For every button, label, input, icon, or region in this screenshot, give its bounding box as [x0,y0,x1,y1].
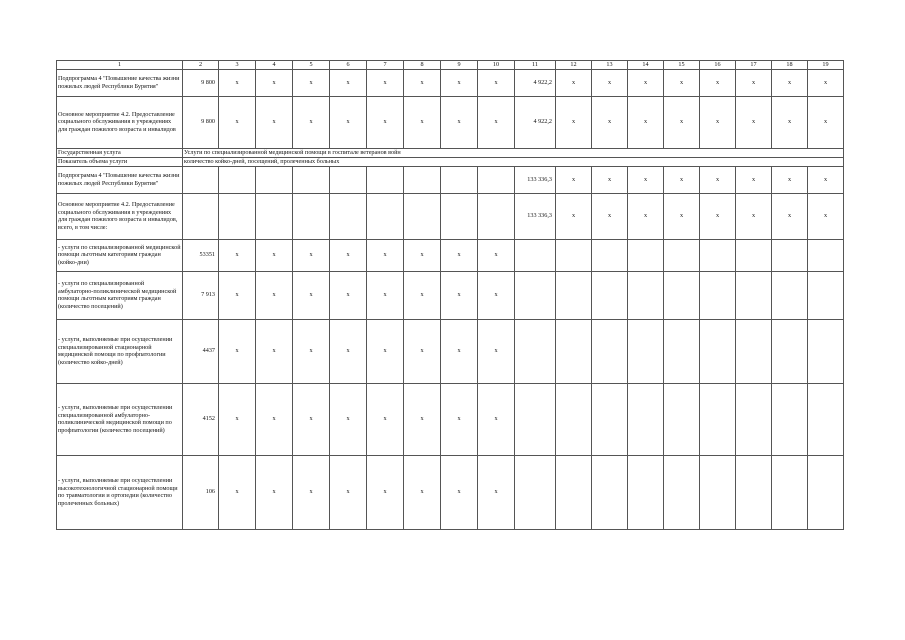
value-cell: х [219,383,256,455]
value-cell [664,383,700,455]
value-cell: х [256,319,293,383]
value-cell: х [441,319,478,383]
column-number: 19 [808,61,844,70]
column-number: 8 [404,61,441,70]
column-number: 13 [592,61,628,70]
value-cell: х [808,96,844,148]
value-cell [772,271,808,319]
value-cell: х [628,96,664,148]
value-cell [736,455,772,529]
value-cell: х [736,166,772,193]
value-cell [808,319,844,383]
merged-cell: количество койко-дней, посещений, пролеченных больных [183,157,844,166]
value-cell [256,166,293,193]
value-cell [183,193,219,239]
value-cell [592,271,628,319]
row-label: Подпрограмма 4 "Повышение качества жизни пожилых людей Республики Бурятия" [57,69,183,96]
value-cell: 106 [183,455,219,529]
column-number: 15 [664,61,700,70]
value-cell [592,455,628,529]
value-cell: х [664,193,700,239]
column-number: 3 [219,61,256,70]
value-cell: х [256,455,293,529]
value-cell: х [700,166,736,193]
value-cell: х [772,166,808,193]
value-cell: х [330,455,367,529]
value-cell: х [367,96,404,148]
table-row [57,96,844,148]
value-cell [293,166,330,193]
value-cell: х [441,96,478,148]
value-cell [700,319,736,383]
column-number: 7 [367,61,404,70]
value-cell: х [219,69,256,96]
row-label: - услуги по специализированной амбулаторно-поликлинической медицинской помощи льготным категориям граждан (количество посещений) [57,271,183,319]
value-cell [736,271,772,319]
column-number-row [57,61,844,70]
value-cell [700,383,736,455]
value-cell: 9 800 [183,96,219,148]
table-row [57,69,844,96]
value-cell [628,383,664,455]
value-cell [808,271,844,319]
value-cell: х [478,455,515,529]
value-cell [404,193,441,239]
column-number: 18 [772,61,808,70]
column-number: 11 [515,61,556,70]
value-cell: х [330,319,367,383]
value-cell: х [404,455,441,529]
value-cell [515,455,556,529]
table-row [57,271,844,319]
value-cell: х [736,96,772,148]
value-cell: х [628,193,664,239]
value-cell [330,193,367,239]
value-cell [404,166,441,193]
row-label: - услуги по специализированной медицинской помощи льготным категориям граждан (койко-дни) [57,239,183,271]
value-cell: 7 913 [183,271,219,319]
value-cell: х [664,166,700,193]
value-cell: х [367,455,404,529]
value-cell: х [293,96,330,148]
value-cell: х [256,96,293,148]
value-cell [556,383,592,455]
value-cell: х [293,69,330,96]
value-cell: х [404,69,441,96]
row-label: Государственная услуга [57,148,183,157]
table-row [57,319,844,383]
value-cell: х [219,455,256,529]
value-cell: х [256,239,293,271]
value-cell: 4 922,2 [515,96,556,148]
value-cell: х [556,69,592,96]
value-cell: х [664,69,700,96]
value-cell [808,455,844,529]
table-row [57,166,844,193]
value-cell [664,239,700,271]
column-number: 6 [330,61,367,70]
value-cell [592,239,628,271]
value-cell [628,319,664,383]
value-cell: х [293,383,330,455]
value-cell: х [808,193,844,239]
value-cell: х [808,166,844,193]
value-cell: х [772,96,808,148]
value-cell [700,455,736,529]
value-cell: х [367,239,404,271]
value-cell [219,166,256,193]
value-cell [808,239,844,271]
value-cell: х [219,319,256,383]
value-cell: х [256,69,293,96]
report-table [56,60,844,530]
value-cell [367,166,404,193]
column-number: 12 [556,61,592,70]
value-cell [515,319,556,383]
value-cell [515,383,556,455]
value-cell [478,193,515,239]
value-cell: х [219,96,256,148]
value-cell: х [293,455,330,529]
value-cell: х [441,239,478,271]
value-cell [556,239,592,271]
value-cell: 9 800 [183,69,219,96]
merged-cell: Услуги по специализированной медицинской помощи в госпитале ветеранов войн [183,148,844,157]
value-cell: 133 336,3 [515,166,556,193]
value-cell: х [330,96,367,148]
value-cell: х [478,69,515,96]
value-cell [736,319,772,383]
value-cell: х [700,69,736,96]
value-cell [772,319,808,383]
column-number: 2 [183,61,219,70]
value-cell: х [808,69,844,96]
value-cell: х [556,166,592,193]
value-cell [293,193,330,239]
value-cell: х [628,69,664,96]
value-cell: х [404,96,441,148]
column-number: 4 [256,61,293,70]
value-cell: х [404,383,441,455]
value-cell: х [441,455,478,529]
value-cell [772,383,808,455]
value-cell: х [478,239,515,271]
value-cell: х [367,69,404,96]
column-number: 1 [57,61,183,70]
value-cell [556,271,592,319]
value-cell [367,193,404,239]
row-label: - услуги, выполняемые при осуществлении специализированной амбулаторно-поликлинической медицинской помощи по профпатологии (количество посещений) [57,383,183,455]
value-cell [628,455,664,529]
row-label: Показатель объема услуги [57,157,183,166]
row-label: Подпрограмма 4 "Повышение качества жизни пожилых людей Республики Бурятия" [57,166,183,193]
value-cell [556,319,592,383]
value-cell [772,239,808,271]
value-cell: х [330,239,367,271]
value-cell: х [367,319,404,383]
row-label: - услуги, выполняемые при осуществлении высокотехнологичной стационарной помощи по травматологии и ортопедии (количество пролеченных больных) [57,455,183,529]
value-cell: х [256,271,293,319]
table-row [57,148,844,157]
value-cell: х [330,69,367,96]
value-cell [664,319,700,383]
value-cell [700,271,736,319]
value-cell: х [628,166,664,193]
value-cell: х [219,239,256,271]
value-cell: х [772,69,808,96]
column-number: 5 [293,61,330,70]
row-label: Основное мероприятие 4.2. Предоставление социального обслуживания в учреждениях для граждан пожилого возраста и инвалидов [57,96,183,148]
value-cell: х [664,96,700,148]
value-cell: х [441,383,478,455]
value-cell: 4437 [183,319,219,383]
value-cell: х [404,319,441,383]
value-cell: х [700,96,736,148]
value-cell: х [700,193,736,239]
value-cell [664,455,700,529]
value-cell [330,166,367,193]
value-cell: 4 922,2 [515,69,556,96]
value-cell [592,383,628,455]
value-cell: х [592,96,628,148]
value-cell: 4152 [183,383,219,455]
value-cell: х [478,271,515,319]
value-cell: х [478,383,515,455]
row-label: - услуги, выполняемые при осуществлении специализированной стационарной медицинской помощи по профпатологии (количество койко-дней) [57,319,183,383]
value-cell: 53351 [183,239,219,271]
table-row [57,157,844,166]
value-cell [515,271,556,319]
value-cell: х [404,239,441,271]
table-row [57,455,844,529]
table-row [57,193,844,239]
table-row [57,383,844,455]
value-cell: х [441,271,478,319]
column-number: 9 [441,61,478,70]
value-cell: х [330,383,367,455]
value-cell: х [219,271,256,319]
value-cell [478,166,515,193]
value-cell: х [592,193,628,239]
value-cell: х [478,96,515,148]
column-number: 10 [478,61,515,70]
row-label: Основное мероприятие 4.2. Предоставление социального обслуживания в учреждениях для граждан пожилого возраста и инвалидов, всего, в том числе: [57,193,183,239]
value-cell [219,193,256,239]
value-cell: х [592,69,628,96]
value-cell: х [330,271,367,319]
value-cell [556,455,592,529]
value-cell: х [592,166,628,193]
value-cell [736,383,772,455]
value-cell [628,271,664,319]
value-cell: х [478,319,515,383]
table-row [57,239,844,271]
value-cell: 133 336,3 [515,193,556,239]
value-cell: х [293,239,330,271]
value-cell: х [293,319,330,383]
value-cell: х [367,271,404,319]
value-cell: х [293,271,330,319]
value-cell [772,455,808,529]
value-cell [736,239,772,271]
value-cell: х [556,193,592,239]
value-cell: х [404,271,441,319]
value-cell [808,383,844,455]
value-cell [700,239,736,271]
value-cell: х [772,193,808,239]
value-cell [628,239,664,271]
value-cell: х [441,69,478,96]
value-cell: х [736,193,772,239]
value-cell: х [256,383,293,455]
value-cell [256,193,293,239]
value-cell: х [556,96,592,148]
value-cell [441,166,478,193]
value-cell [515,239,556,271]
value-cell [441,193,478,239]
value-cell [664,271,700,319]
value-cell: х [736,69,772,96]
column-number: 14 [628,61,664,70]
value-cell [592,319,628,383]
value-cell [183,166,219,193]
column-number: 16 [700,61,736,70]
value-cell: х [367,383,404,455]
column-number: 17 [736,61,772,70]
